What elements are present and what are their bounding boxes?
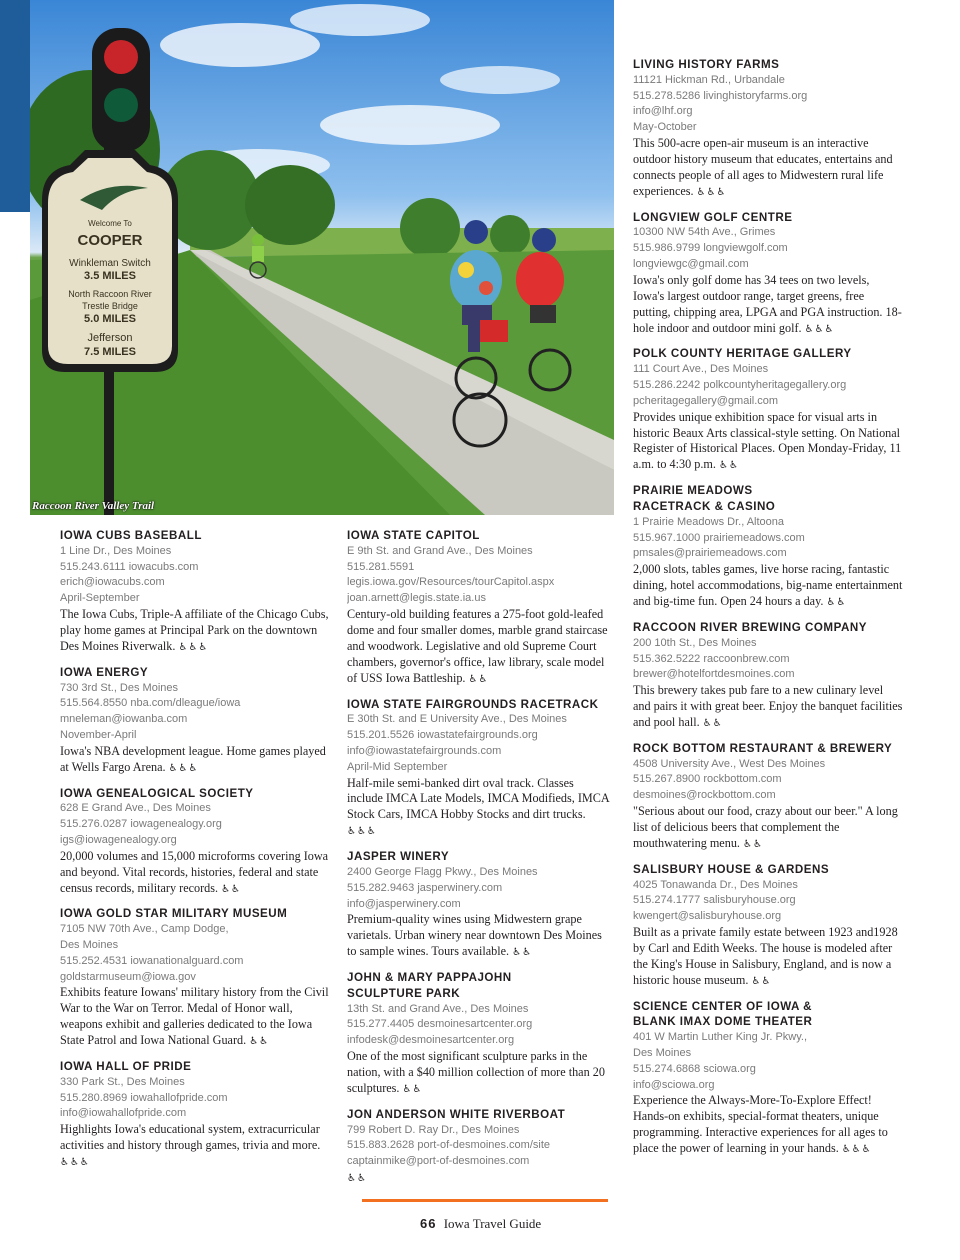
listing-detail: 4508 University Ave., West Des Moines bbox=[633, 757, 826, 770]
listing-detail: captainmike@port-of-desmoines.com bbox=[347, 1155, 530, 1168]
listing-name: LONGVIEW GOLF CENTRE bbox=[633, 210, 793, 224]
listing-detail: 515.267.8900 rockbottom.com bbox=[633, 773, 782, 786]
listing-detail: Des Moines bbox=[60, 939, 119, 951]
listing-entry bbox=[60, 528, 330, 656]
listing-description bbox=[633, 410, 903, 475]
listing-description-text: This brewery takes pub fare to a new culinary level and pairs it with great beer. Enjoy the banquet facilities and pool hall. bbox=[633, 683, 903, 729]
page-number: 66 bbox=[420, 1216, 437, 1231]
sign-text-line: 7.5 MILES bbox=[84, 346, 136, 358]
listing-detail: 515.243.6111 iowacubs.com bbox=[60, 560, 199, 573]
listing-description bbox=[633, 1093, 903, 1158]
footer-rule bbox=[362, 1199, 608, 1202]
listing-name: RACCOON RIVER BREWING COMPANY bbox=[633, 620, 867, 634]
listing-detail: 515.564.8550 nba.com/dleague/iowa bbox=[60, 697, 241, 710]
listing-entry bbox=[60, 665, 330, 777]
listing-detail: 11121 Hickman Rd., Urbandale bbox=[633, 73, 785, 86]
listing-detail: 200 10th St., Des Moines bbox=[633, 636, 757, 649]
column-middle bbox=[347, 528, 612, 1196]
listing-entry bbox=[633, 862, 903, 990]
listing-detail: 515.280.8969 iowahallofpride.com bbox=[60, 1091, 228, 1104]
listing-entry bbox=[60, 1059, 330, 1171]
listing-detail: 730 3rd St., Des Moines bbox=[60, 681, 179, 694]
accent-bar bbox=[0, 0, 30, 212]
page-footer bbox=[420, 1216, 541, 1232]
listing-entry bbox=[347, 970, 612, 1098]
amenity-icons: ♿♿ bbox=[347, 1172, 367, 1184]
listing-detail: May-October bbox=[633, 121, 697, 134]
listing-description-text: Experience the Always-More-To-Explore Effect! Hands-on exhibits, special-format theaters, unique programming. Interactive experiences for all ages to place the power of learning in your hands. bbox=[633, 1093, 888, 1156]
listing-description bbox=[633, 562, 903, 611]
listing-name: SALISBURY HOUSE & GARDENS bbox=[633, 862, 830, 876]
listing-detail: E 30th St. and E University Ave., Des Moines bbox=[347, 713, 567, 726]
listing-description bbox=[347, 1049, 612, 1098]
amenity-icons: ♿♿ bbox=[512, 947, 533, 959]
amenity-icons: ♿♿♿ bbox=[178, 641, 209, 653]
listing-description bbox=[60, 607, 330, 656]
listing-detail: 515.282.9463 jasperwinery.com bbox=[347, 881, 503, 894]
listing-detail: 10300 NW 54th Ave., Grimes bbox=[633, 226, 776, 239]
listing-entry bbox=[60, 906, 330, 1050]
listing-description-text: Iowa's NBA development league. Home games played at Wells Fargo Arena. bbox=[60, 743, 326, 774]
listing-entry bbox=[347, 1107, 612, 1187]
listing-description bbox=[633, 683, 903, 732]
sign-text-line: North Raccoon River bbox=[68, 289, 152, 299]
column-right bbox=[633, 57, 903, 1167]
amenity-icons: ♿♿♿ bbox=[347, 826, 377, 838]
listing-entry bbox=[60, 786, 330, 898]
listing-description bbox=[633, 804, 903, 853]
listing-description bbox=[633, 925, 903, 990]
listing-detail: mneleman@iowanba.com bbox=[60, 713, 188, 726]
listing-detail: 515.201.5526 iowastatefairgrounds.org bbox=[347, 729, 538, 742]
listing-entry bbox=[633, 620, 903, 732]
listing-description-text: One of the most significant sculpture parks in the nation, with a $40 million collection of more than 20 sculptures. bbox=[347, 1049, 605, 1095]
photo-caption: Raccoon River Valley Trail bbox=[32, 500, 155, 512]
listing-name: BLANK IMAX DOME THEATER bbox=[633, 1015, 813, 1029]
listing-detail: Des Moines bbox=[633, 1046, 692, 1059]
listing-name: IOWA GOLD STAR MILITARY MUSEUM bbox=[60, 907, 288, 921]
sign-text-line: COOPER bbox=[77, 232, 143, 249]
listing-detail: 799 Robert D. Ray Dr., Des Moines bbox=[347, 1123, 520, 1136]
listing-detail: 515.967.1000 prairiemeadows.com bbox=[633, 531, 805, 544]
listing-entry bbox=[347, 849, 612, 961]
listing-detail: 515.286.2242 polkcountyheritagegallery.org bbox=[633, 379, 847, 392]
listing-detail: igs@iowagenealogy.org bbox=[60, 833, 177, 846]
listing-description bbox=[60, 849, 330, 898]
amenity-icons: ♿♿ bbox=[826, 597, 847, 609]
listing-entry bbox=[633, 57, 903, 201]
listing-detail: 515.274.1777 salisburyhouse.org bbox=[633, 894, 796, 907]
listing-description bbox=[60, 985, 330, 1050]
listing-detail: 515.252.4531 iowanationalguard.com bbox=[60, 954, 244, 967]
listing-detail: infodesk@desmoinesartcenter.org bbox=[347, 1034, 515, 1047]
listing-description bbox=[60, 1122, 330, 1171]
amenity-icons: ♿♿ bbox=[402, 1083, 423, 1095]
listing-description bbox=[347, 1170, 612, 1187]
amenity-icons: ♿♿ bbox=[751, 975, 772, 987]
amenity-icons: ♿♿♿ bbox=[841, 1144, 872, 1156]
listing-name: PRAIRIE MEADOWS bbox=[633, 484, 753, 498]
listing-description bbox=[347, 776, 612, 841]
listing-detail: info@lhf.org bbox=[633, 105, 693, 118]
listing-description-text: 20,000 volumes and 15,000 microforms covering Iowa and beyond. Vital records, histories, federal and state census records, military records. bbox=[60, 848, 329, 895]
listing-detail: 515.883.2628 port-of-desmoines.com/site bbox=[347, 1139, 551, 1152]
amenity-icons: ♿♿ bbox=[743, 838, 763, 850]
listing-detail: 330 Park St., Des Moines bbox=[60, 1075, 185, 1088]
listing-description bbox=[60, 744, 330, 777]
listing-detail: kwengert@salisburyhouse.org bbox=[633, 910, 782, 923]
listing-description bbox=[633, 273, 903, 338]
listing-description-text: Provides unique exhibition space for visual arts in historic Beaux Arts classical-style setting. On National Register of Historical Places. Open Monday-Friday, 11 a.m. to 4:30 p.m. bbox=[633, 409, 902, 472]
listing-entry bbox=[633, 346, 903, 474]
listing-description-text: Iowa's only golf dome has 34 tees on two levels, Iowa's largest outdoor range, target greens, free putting, chipping area, LPGA and PGA instruction. 18-hole indoor and outdoor mini golf. bbox=[633, 272, 902, 335]
listing-detail: April-September bbox=[60, 592, 140, 605]
listing-detail: 1 Prairie Meadows Dr., Altoona bbox=[633, 515, 785, 528]
listing-name: IOWA GENEALOGICAL SOCIETY bbox=[60, 786, 254, 800]
listing-description-text: Built as a private family estate between 1923 and1928 by Carl and Edith Weeks. The house is modeled after the King's House in Salisbury, England, and is now a historic house museum. bbox=[633, 924, 898, 987]
listing-detail: 4025 Tonawanda Dr., Des Moines bbox=[633, 878, 798, 891]
amenity-icons: ♿♿♿ bbox=[804, 323, 835, 335]
listing-detail: 515.986.9799 longviewgolf.com bbox=[633, 242, 788, 255]
listing-name: RACETRACK & CASINO bbox=[633, 500, 776, 514]
listing-detail: brewer@hotelfortdesmoines.com bbox=[633, 668, 795, 681]
amenity-icons: ♿♿ bbox=[221, 883, 242, 895]
listing-description-text: The Iowa Cubs, Triple-A affiliate of the Chicago Cubs, play home games at Principal Park on the downtown Des Moines Riverwalk. bbox=[60, 606, 329, 653]
listing-detail: joan.arnett@legis.state.ia.us bbox=[347, 592, 486, 605]
listing-detail: 7105 NW 70th Ave., Camp Dodge, bbox=[60, 923, 229, 936]
amenity-icons: ♿♿ bbox=[468, 673, 489, 685]
sign-text-line: Jefferson bbox=[87, 332, 133, 344]
amenity-icons: ♿♿ bbox=[249, 1036, 270, 1048]
listing-name: JOHN & MARY PAPPAJOHN bbox=[347, 971, 512, 985]
listing-description-text: "Serious about our food, crazy about our beer." A long list of delicious beers that complement the mouthwatering menu. bbox=[633, 804, 898, 850]
listing-name: IOWA HALL OF PRIDE bbox=[60, 1060, 192, 1074]
listing-name: SCIENCE CENTER OF IOWA & bbox=[633, 999, 813, 1013]
listing-entry bbox=[347, 528, 612, 688]
listing-detail: 111 Court Ave., Des Moines bbox=[633, 363, 769, 376]
listing-detail: E 9th St. and Grand Ave., Des Moines bbox=[347, 544, 533, 557]
listing-description-text: This 500-acre open-air museum is an interactive outdoor history museum that educates, entertains and connects people of all ages to Midwestern rural life experiences. bbox=[633, 135, 893, 198]
sign-text-line: Welcome To bbox=[88, 219, 132, 228]
sign-text-line: Winkleman Switch bbox=[69, 258, 151, 269]
listing-name: POLK COUNTY HERITAGE GALLERY bbox=[633, 347, 852, 361]
sign-text-line: Trestle Bridge bbox=[82, 301, 138, 311]
listing-description-text: Century-old building features a 275-foot gold-leafed dome and four smaller domes, marble grand staircase and woodwork. Legislative and old Supreme Court chambers, governor's office, law library, scale model of USS Iowa Battleship. bbox=[347, 606, 608, 685]
listing-detail: legis.iowa.gov/Resources/tourCapitol.aspx bbox=[347, 576, 555, 589]
listing-detail: 515.277.4405 desmoinesartcenter.org bbox=[347, 1018, 533, 1031]
listing-detail: 515.274.6868 sciowa.org bbox=[633, 1062, 756, 1075]
listing-name: SCULPTURE PARK bbox=[347, 986, 461, 1000]
listing-detail: goldstarmuseum@iowa.gov bbox=[60, 970, 196, 983]
listing-name: IOWA STATE FAIRGROUNDS RACETRACK bbox=[347, 697, 599, 711]
sign-text-line: 3.5 MILES bbox=[84, 270, 136, 282]
listing-detail: 1 Line Dr., Des Moines bbox=[60, 544, 172, 557]
listing-name: IOWA STATE CAPITOL bbox=[347, 529, 480, 542]
publication-title: Iowa Travel Guide bbox=[443, 1216, 542, 1231]
listing-description bbox=[347, 607, 612, 688]
listing-name: IOWA ENERGY bbox=[60, 665, 149, 679]
listing-description-text: Half-mile semi-banked dirt oval track. Classes include IMCA Late Models, IMCA Modifieds, IMCA Stock Cars, IMCA Hobby Stocks and dirt trucks. bbox=[347, 775, 610, 822]
listing-detail: 2400 George Flagg Pkwy., Des Moines bbox=[347, 865, 538, 878]
listing-detail: info@jasperwinery.com bbox=[347, 897, 461, 910]
listing-name: JON ANDERSON WHITE RIVERBOAT bbox=[347, 1107, 566, 1121]
listing-detail: info@sciowa.org bbox=[633, 1078, 715, 1091]
listing-description-text: Exhibits feature Iowans' military history from the Civil War to the War on Terror. Medal of Honor wall, weapons exhibit and galleries dedicated to the Iowa State Patrol and Iowa National Guard. bbox=[60, 985, 329, 1048]
listing-description-text: Highlights Iowa's educational system, extracurricular activities and history through games, trivia and more. bbox=[60, 1122, 321, 1153]
listing-name: LIVING HISTORY FARMS bbox=[633, 58, 780, 71]
listing-detail: desmoines@rockbottom.com bbox=[633, 789, 776, 802]
listing-detail: 13th St. and Grand Ave., Des Moines bbox=[347, 1002, 529, 1015]
listing-entry bbox=[633, 210, 903, 338]
listing-detail: 401 W Martin Luther King Jr. Pkwy., bbox=[633, 1031, 808, 1044]
listing-entry bbox=[633, 483, 903, 611]
listing-description-text: 2,000 slots, tables games, live horse racing, fantastic dining, hotel accommodations, big-name entertainment and big-time fun. Open 24 hours a day. bbox=[633, 562, 903, 609]
listing-description bbox=[347, 912, 612, 961]
listing-detail: pcheritagegallery@gmail.com bbox=[633, 394, 779, 407]
trail-photo-illustration bbox=[30, 0, 614, 515]
listing-description-text: Premium-quality wines using Midwestern grape varietals. Urban winery near downtown Des Moines to sample wines. Tours available. bbox=[347, 912, 602, 959]
sign-text-line: 5.0 MILES bbox=[84, 313, 136, 325]
amenity-icons: ♿♿ bbox=[702, 717, 723, 729]
listing-detail: November-April bbox=[60, 728, 137, 741]
listing-detail: April-Mid September bbox=[347, 760, 448, 773]
listing-name: IOWA CUBS BASEBALL bbox=[60, 529, 202, 542]
listing-detail: pmsales@prairiemeadows.com bbox=[633, 547, 787, 560]
listing-entry bbox=[633, 999, 903, 1158]
listing-detail: 515.362.5222 raccoonbrew.com bbox=[633, 652, 790, 665]
listing-detail: 515.278.5286 livinghistoryfarms.org bbox=[633, 89, 808, 102]
column-left bbox=[60, 528, 330, 1180]
listing-entry bbox=[633, 741, 903, 853]
listing-detail: longviewgc@gmail.com bbox=[633, 258, 749, 270]
listing-detail: erich@iowacubs.com bbox=[60, 576, 165, 589]
listing-description bbox=[633, 136, 903, 201]
listing-entry bbox=[347, 697, 612, 841]
listing-name: JASPER WINERY bbox=[347, 850, 450, 864]
listing-name: ROCK BOTTOM RESTAURANT & BREWERY bbox=[633, 741, 893, 755]
listing-detail: info@iowastatefairgrounds.com bbox=[347, 744, 502, 757]
amenity-icons: ♿♿♿ bbox=[696, 186, 727, 198]
amenity-icons: ♿♿♿ bbox=[60, 1157, 90, 1169]
listing-detail: 515.281.5591 bbox=[347, 560, 415, 573]
trail-photo bbox=[30, 0, 614, 515]
listing-detail: 515.276.0287 iowagenealogy.org bbox=[60, 818, 222, 831]
listing-detail: info@iowahallofpride.com bbox=[60, 1107, 187, 1120]
amenity-icons: ♿♿ bbox=[719, 460, 739, 472]
amenity-icons: ♿♿♿ bbox=[168, 762, 199, 774]
listing-detail: 628 E Grand Ave., Des Moines bbox=[60, 802, 211, 815]
